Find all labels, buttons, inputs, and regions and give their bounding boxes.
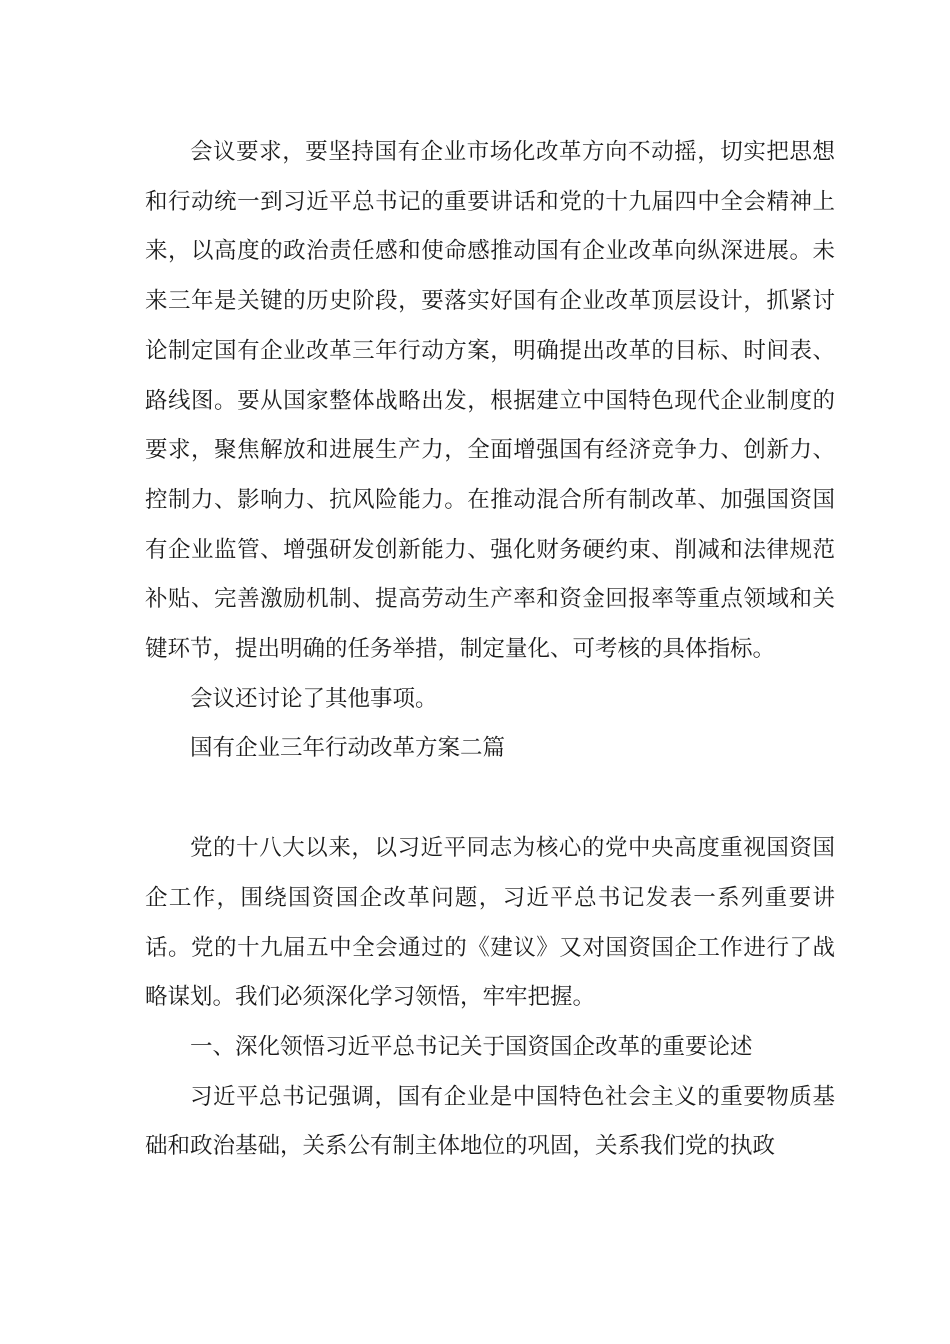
paragraph-meeting-requirements: 会议要求，要坚持国有企业市场化改革方向不动摇，切实把思想和行动统一到习近平总书记的重要讲话和党的十九届四中全会精神上来，以高度的政治责任感和使命感推动国有企业改革向纵深进展。未来三年是关键的历史阶段，要落实好国有企业改革顶层设计，抓紧讨论制定国有企业改革三年行动方案，明确提出改革的目标、时间表、路线图。要从国家整体战略出发，根据建立中国特色现代企业制度的要求，聚焦解放和进展生产力，全面增强国有经济竞争力、创新力、控制力、影响力、抗风险能力。在推动混合所有制改革、加强国资国有企业监管、增强研发创新能力、强化财务硬约束、削减和法律规范补贴、完善激励机制、提高劳动生产率和资金回报率等重点领域和关键环节，提出明确的任务举措，制定量化、可考核的具体指标。 [145,139,835,663]
section-spacer [145,774,835,824]
paragraph-soe-importance: 习近平总书记强调，国有企业是中国特色社会主义的重要物质基础和政治基础，关系公有制主体地位的巩固，关系我们党的执政 [145,1083,835,1160]
document-body [145,128,835,1172]
section-title: 国有企业三年行动改革方案二篇 [190,735,506,762]
paragraph-since-18th-congress: 党的十八大以来，以习近平同志为核心的党中央高度重视国资国企工作，围绕国资国企改革问题，习近平总书记发表一系列重要讲话。党的十九届五中全会通过的《建议》又对国资国企工作进行了战略谋划。我们必须深化学习领悟，牢牢把握。 [145,835,835,1011]
subheading-part-one: 一、深化领悟习近平总书记关于国资国企改革的重要论述 [190,1033,753,1060]
paragraph-other-matters: 会议还讨论了其他事项。 [190,685,438,712]
